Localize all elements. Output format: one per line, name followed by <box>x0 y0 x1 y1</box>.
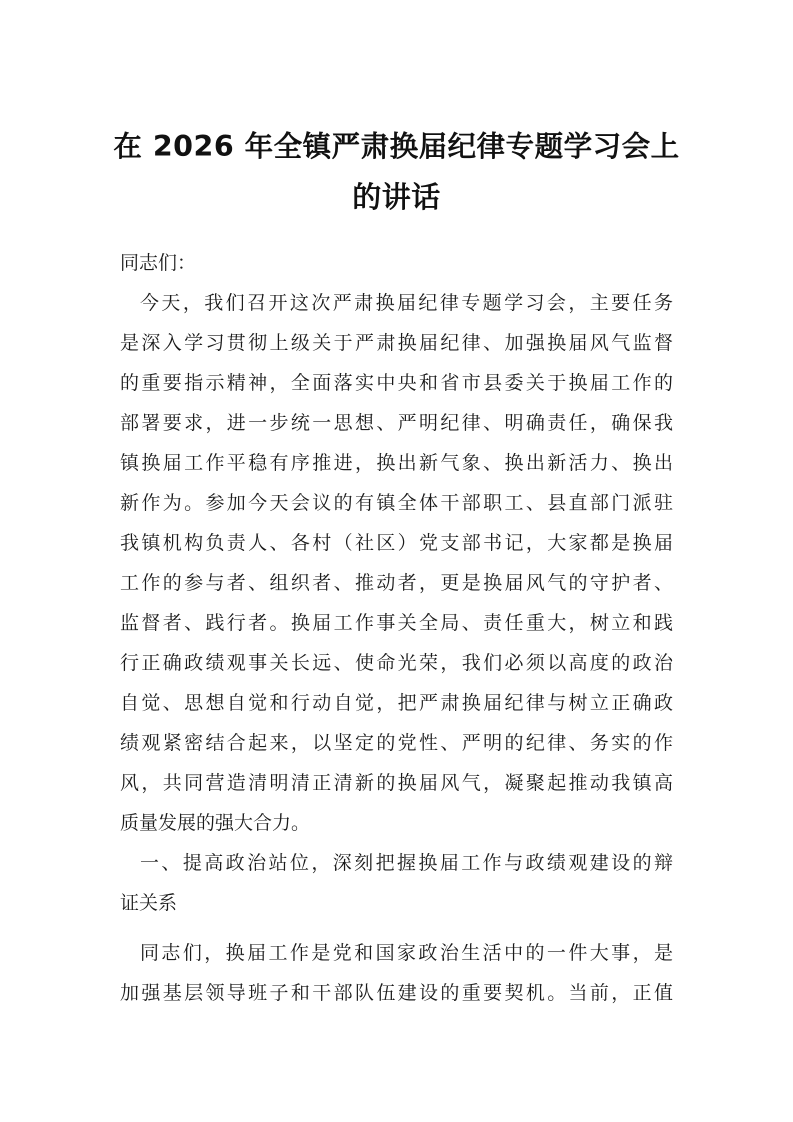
paragraph-1-line: 风，共同营造清明清正清新的换届风气，凝聚起推动我镇高 <box>120 772 673 794</box>
paragraph-1-line: 镇换届工作平稳有序推进，换出新气象、换出新活力、换出 <box>120 452 673 474</box>
paragraph-1-line: 质量发展的强大合力。 <box>120 812 311 834</box>
paragraph-2-line: 同志们，换届工作是党和国家政治生活中的一件大事，是 <box>140 942 673 964</box>
section-heading-1-line: 一、提高政治站位，深刻把握换届工作与政绩观建设的辩 <box>140 852 673 874</box>
document-title-line-2: 的讲话 <box>352 180 441 214</box>
paragraph-2-line: 加强基层领导班子和干部队伍建设的重要契机。当前，正值 <box>120 982 673 1004</box>
salutation: 同志们： <box>120 252 197 274</box>
paragraph-1-line: 自觉、思想自觉和行动自觉，把严肃换届纪律与树立正确政 <box>120 692 673 714</box>
paragraph-1-line: 是深入学习贯彻上级关于严肃换届纪律、加强换届风气监督 <box>120 332 673 354</box>
paragraph-1-line: 部署要求，进一步统一思想、严明纪律、明确责任，确保我 <box>120 412 673 434</box>
section-heading-1-line: 证关系 <box>120 892 178 914</box>
paragraph-1-line: 我镇机构负责人、各村（社区）党支部书记，大家都是换届 <box>120 532 673 554</box>
paragraph-1-line: 工作的参与者、组织者、推动者，更是换届风气的守护者、 <box>120 572 673 594</box>
paragraph-1-line: 行正确政绩观事关长远、使命光荣，我们必须以高度的政治 <box>120 652 673 674</box>
paragraph-1-line: 绩观紧密结合起来，以坚定的党性、严明的纪律、务实的作 <box>120 732 673 754</box>
paragraph-1-line: 新作为。参加今天会议的有镇全体干部职工、县直部门派驻 <box>120 492 673 514</box>
paragraph-1-line: 的重要指示精神，全面落实中央和省市县委关于换届工作的 <box>120 372 673 394</box>
paragraph-1-line: 监督者、践行者。换届工作事关全局、责任重大，树立和践 <box>120 612 673 634</box>
document-title-line-1: 在 2026 年全镇严肃换届纪律专题学习会上 <box>113 130 680 163</box>
paragraph-1-line: 今天，我们召开这次严肃换届纪律专题学习会，主要任务 <box>140 292 673 314</box>
